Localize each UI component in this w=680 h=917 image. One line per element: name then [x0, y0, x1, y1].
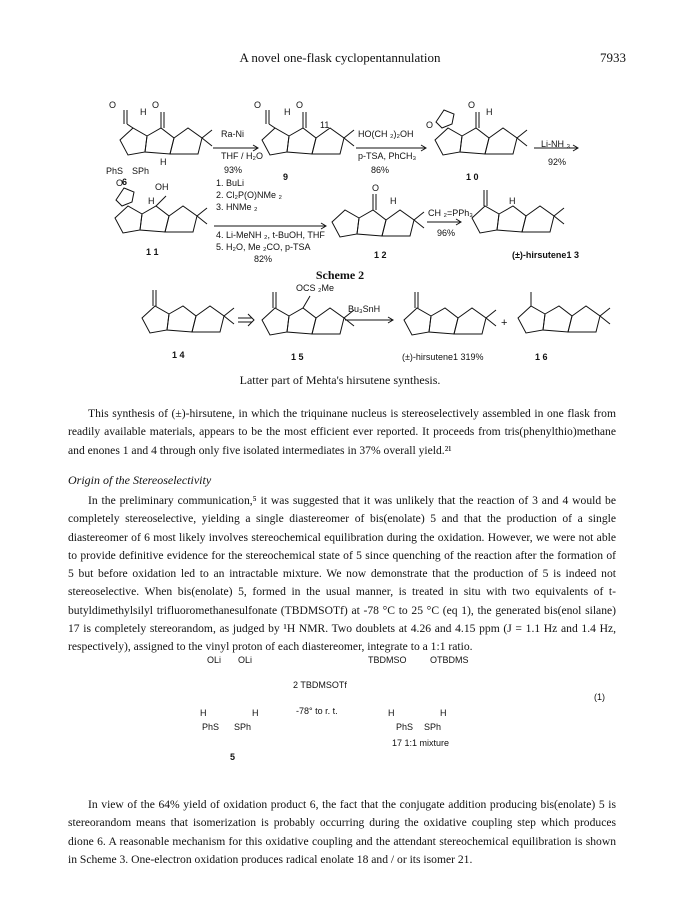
page-number: 7933 [600, 50, 626, 65]
label-H-6: H [140, 107, 147, 117]
compound-label-9: 9 [283, 172, 289, 182]
compound-14-structure [142, 290, 234, 333]
bu3snh-reagent: Bu₃SnH [348, 304, 381, 314]
eq1-left-H-b: H [252, 708, 259, 718]
label-O-9b: O [296, 100, 304, 110]
wittig-reagent: CH ₂=PPh₃ [428, 208, 473, 218]
compound-label-10: 1 0 [466, 172, 479, 182]
label-11: 11 [320, 120, 330, 130]
eq1-left-H-a: H [200, 708, 207, 718]
label-O-12: O [372, 183, 380, 193]
compound-label-14: 1 4 [172, 350, 185, 360]
mehta-caption: Latter part of Mehta's hirsutene synthesis. [239, 373, 441, 387]
arrow1-yield: 93% [224, 165, 243, 175]
compound-label-6: 6 [122, 177, 128, 187]
label-O-6b: O [152, 100, 160, 110]
compound-9-structure [262, 110, 354, 155]
label-O-9a: O [254, 100, 262, 110]
wittig-yield: 96% [437, 228, 456, 238]
eq1-left-OLi-a: OLi [207, 655, 222, 665]
label-O-11a: O [116, 178, 124, 188]
eq1-compound-17: 17 1:1 mixture [392, 738, 450, 748]
label-O-10b: O [468, 100, 476, 110]
arrow3-yield: 92% [548, 157, 567, 167]
step-2: 2. Cl₂P(O)NMe ₂ [216, 190, 282, 200]
steps-yield: 82% [254, 254, 273, 264]
label-H-10: H [486, 107, 493, 117]
label-H-6b: H [160, 157, 167, 167]
label-H-11: H [148, 196, 155, 206]
eq1-right-H-b: H [440, 708, 447, 718]
compound-12-structure [332, 194, 424, 237]
eq1-conditions: -78° to r. t. [296, 706, 338, 716]
compound-label-16: 1 6 [535, 352, 548, 362]
hirsutene-13-structure [472, 190, 564, 233]
compound-11-structure [115, 188, 207, 233]
eq1-left-SPh: SPh [234, 722, 252, 732]
label-O-10: O [426, 120, 434, 130]
paragraph-3: In view of the 64% yield of oxidation product 6, the fact that the conjugate addition producing bis(enolate) 5 is stereorandom means that isomerization is probably occurring during the oxidative coupling step which produces dione 6. A reasonable mechanism for this oxidative coupling and the attendant stereochemical equilibration is shown in Scheme 3. One-electron oxidation produces radical enolate 18 and / or its isomer 21. [68, 798, 616, 866]
arrow2-reagent-1: HO(CH ₂)₂OH [358, 129, 414, 139]
section-heading: Origin of the Stereoselectivity [68, 473, 212, 487]
step-1: 1. BuLi [216, 178, 245, 188]
hirsutene-product-structure [404, 292, 496, 335]
paragraph-1: This synthesis of (±)-hirsutene, in which the triquinane nucleus is stereoselectively assembled in one flask from readily available materials, appears to be the most efficient ever reported. It proceeds from tris(phenylthio)methane and enones 1 and 4 through only five isolated intermediates in 37% overall yield.²¹ [68, 407, 616, 457]
compound-6-structure [120, 110, 212, 155]
eq1-right-PhS: PhS [396, 722, 414, 732]
step-4: 4. Li-MeNH ₂, t-BuOH, THF [216, 230, 325, 240]
compound-15-structure [262, 292, 354, 335]
compound-label-11: 1 1 [146, 247, 159, 257]
eq1-right-OTBDMS: OTBDMS [430, 655, 469, 665]
step-3: 3. HNMe ₂ [216, 202, 258, 212]
compound-label-12: 1 2 [374, 250, 387, 260]
running-title: A novel one-flask cyclopentannulation [239, 50, 441, 65]
scheme2-structures [0, 0, 680, 400]
label-H-13: H [509, 196, 516, 206]
compound-16-structure [518, 292, 610, 333]
label-PhS-6: PhS [106, 166, 124, 176]
compound-label-15: 1 5 [291, 352, 304, 362]
compound-label-13: (±)-hirsutene1 3 [512, 250, 579, 260]
arrow1-reagent-1: Ra-Ni [221, 129, 245, 139]
arrow1-reagent-2: THF / H₂O [221, 151, 263, 161]
equation-number: (1) [594, 692, 605, 702]
paragraph-2: In the preliminary communication,⁵ it was suggested that it was unlikely that the reaction of 3 and 4 would be completely stereoselective, yielding a single diastereomer of bis(enolate) 5 and that the production of a single diastereomer of 6 most likely involves stereochemical equilibration during the oxidation. However, we were not able to provide definitive evidence for the stereochemical state of 5 since quenching of the reaction after the formation of 5 but before oxidation led to an intractable mixture. We now demonstrate that the production of 5 is indeed not stereoselective. When bis(enolate) 5, formed in the usual manner, is treated in situ with two equivalents of t-butyldimethylsilyl trifluoromethanesulfonate (TBDMSOTf) at -78 °C to 25 °C (eq 1), the generated bis(enol silane) 17 is completely stereorandom, as judged by ¹H NMR. Two doublets at 4.26 and 4.15 ppm (J = 1.1 Hz and 1.4 Hz, respectively), assigned to the vinyl proton of each diastereomer, integrate to a 1:1 ratio. [68, 494, 616, 654]
eq1-left-PhS: PhS [202, 722, 220, 732]
plus-sign: + [501, 317, 508, 329]
label-OH-11: OH [155, 182, 169, 192]
scheme-2-title: Scheme 2 [315, 268, 365, 282]
eq1-right-SPh: SPh [424, 722, 442, 732]
eq1-compound-5: 5 [230, 752, 236, 762]
eq1-right-H-a: H [388, 708, 395, 718]
label-OCS2Me: OCS ₂Me [296, 283, 334, 293]
eq1-left-OLi-b: OLi [238, 655, 253, 665]
arrow2-yield: 86% [371, 165, 390, 175]
compound-10-structure [435, 110, 527, 155]
label-O-6a: O [109, 100, 117, 110]
eq1-right-TBDMSO: TBDMSO [368, 655, 407, 665]
arrow2-reagent-2: p-TSA, PhCH₃ [358, 151, 417, 161]
label-SPh-6: SPh [132, 166, 150, 176]
eq1-reagent: 2 TBDMSOTf [293, 680, 347, 690]
step-5: 5. H₂O, Me ₂CO, p-TSA [216, 242, 311, 252]
arrow3-reagent: Li-NH ₃ [541, 139, 571, 149]
label-H-12: H [390, 196, 397, 206]
product-yield-label: (±)-hirsutene1 319% [402, 352, 484, 362]
label-H-9: H [284, 107, 291, 117]
